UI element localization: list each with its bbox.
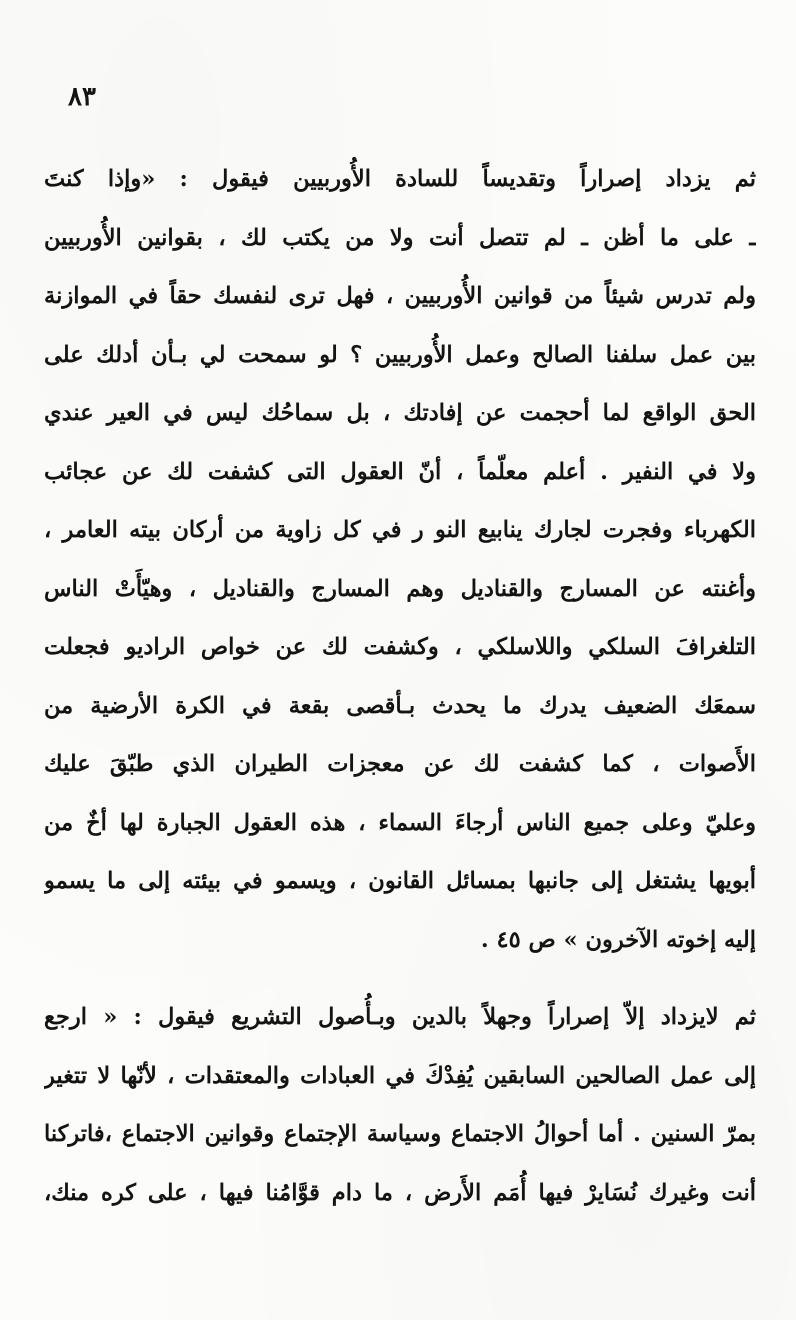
text-line: وأغنته عن المسارج والقناديل وهم المسارج والقناديل ، وهيّأَتْ الناس (44, 575, 756, 602)
text-line: وعليّ وعلى جميع الناس أرجاءَ السماء ، هذه العقول الجبارة لها أخٌ من (44, 809, 756, 836)
text-line: أنت وغيرك نُسَايرْ فيها أُمَم الأَرض ، ما دام قوَّامُنا فيها ، على كره منك، (44, 1179, 756, 1206)
text-line: التلغرافَ السلكي واللاسلكي ، وكشفت لك عن خواص الراديو فجعلت (44, 634, 756, 660)
text-line: بمرّ السنين . أما أحوالُ الاجتماع وسياسة الإجتماع وقوانين الاجتماع ،فاتركنا (44, 1121, 756, 1147)
paragraph-1 (44, 150, 756, 969)
text-line: ثم يزداد إصراراً وتقديساً للسادة الأُوربيين فيقول : «وإذا كنتَ (44, 166, 756, 192)
text-line: إلى عمل الصالحين السابقين يُفِدْكَ في العبادات والمعتقدات ، لأنّها لا تتغير (44, 1062, 756, 1089)
text-line: الحق الواقع لما أحجمت عن إفادتك ، بل سماحُك ليس في العير عندي (44, 400, 756, 426)
text-line: أبويها يشتغل إلى جانبها بمسائل القانون ، ويسمو في بيئته إلى ما يسمو (44, 868, 756, 894)
text-line: ثم لايزداد إلاّ إصراراً وجهلاً بالدين وبـأُصول التشريع فيقول : « ارجع (44, 1004, 756, 1030)
text-line: بين عمل سلفنا الصالح وعمل الأُوربيين ؟ لو سمحت لي بـأن أدلك على (44, 341, 756, 368)
text-line: الأَصوات ، كما كشفت لك عن معجزات الطيران الذي طبّقَ عليك (44, 751, 756, 777)
page-number: ٨٣ (68, 82, 96, 112)
text-line: ولا في النفير . أعلم معلّماً ، أنّ العقول التى كشفت لك عن عجائب (44, 458, 756, 485)
text-line: ـ على ما أظن ـ لم تتصل أنت ولا من يكتب لك ، بقوانين الأُوربيين (44, 224, 756, 251)
paragraph-2 (44, 988, 756, 1222)
text-line: ولم تدرس شيئاً من قوانين الأُوربيين ، فهل ترى لنفسك حقاً في الموازنة (44, 283, 756, 309)
text-line: سمعَك الضعيف يدرك ما يحدث بـأقصى بقعة في الكرة الأرضية من (44, 692, 756, 719)
text-line: الكهرباء وفجرت لجارك ينابيع النو ر في كل زاوية من أركان بيته العامر ، (44, 517, 756, 543)
text-line-last: إليه إخوته الآخرون » ص ٤٥ . (480, 926, 756, 953)
